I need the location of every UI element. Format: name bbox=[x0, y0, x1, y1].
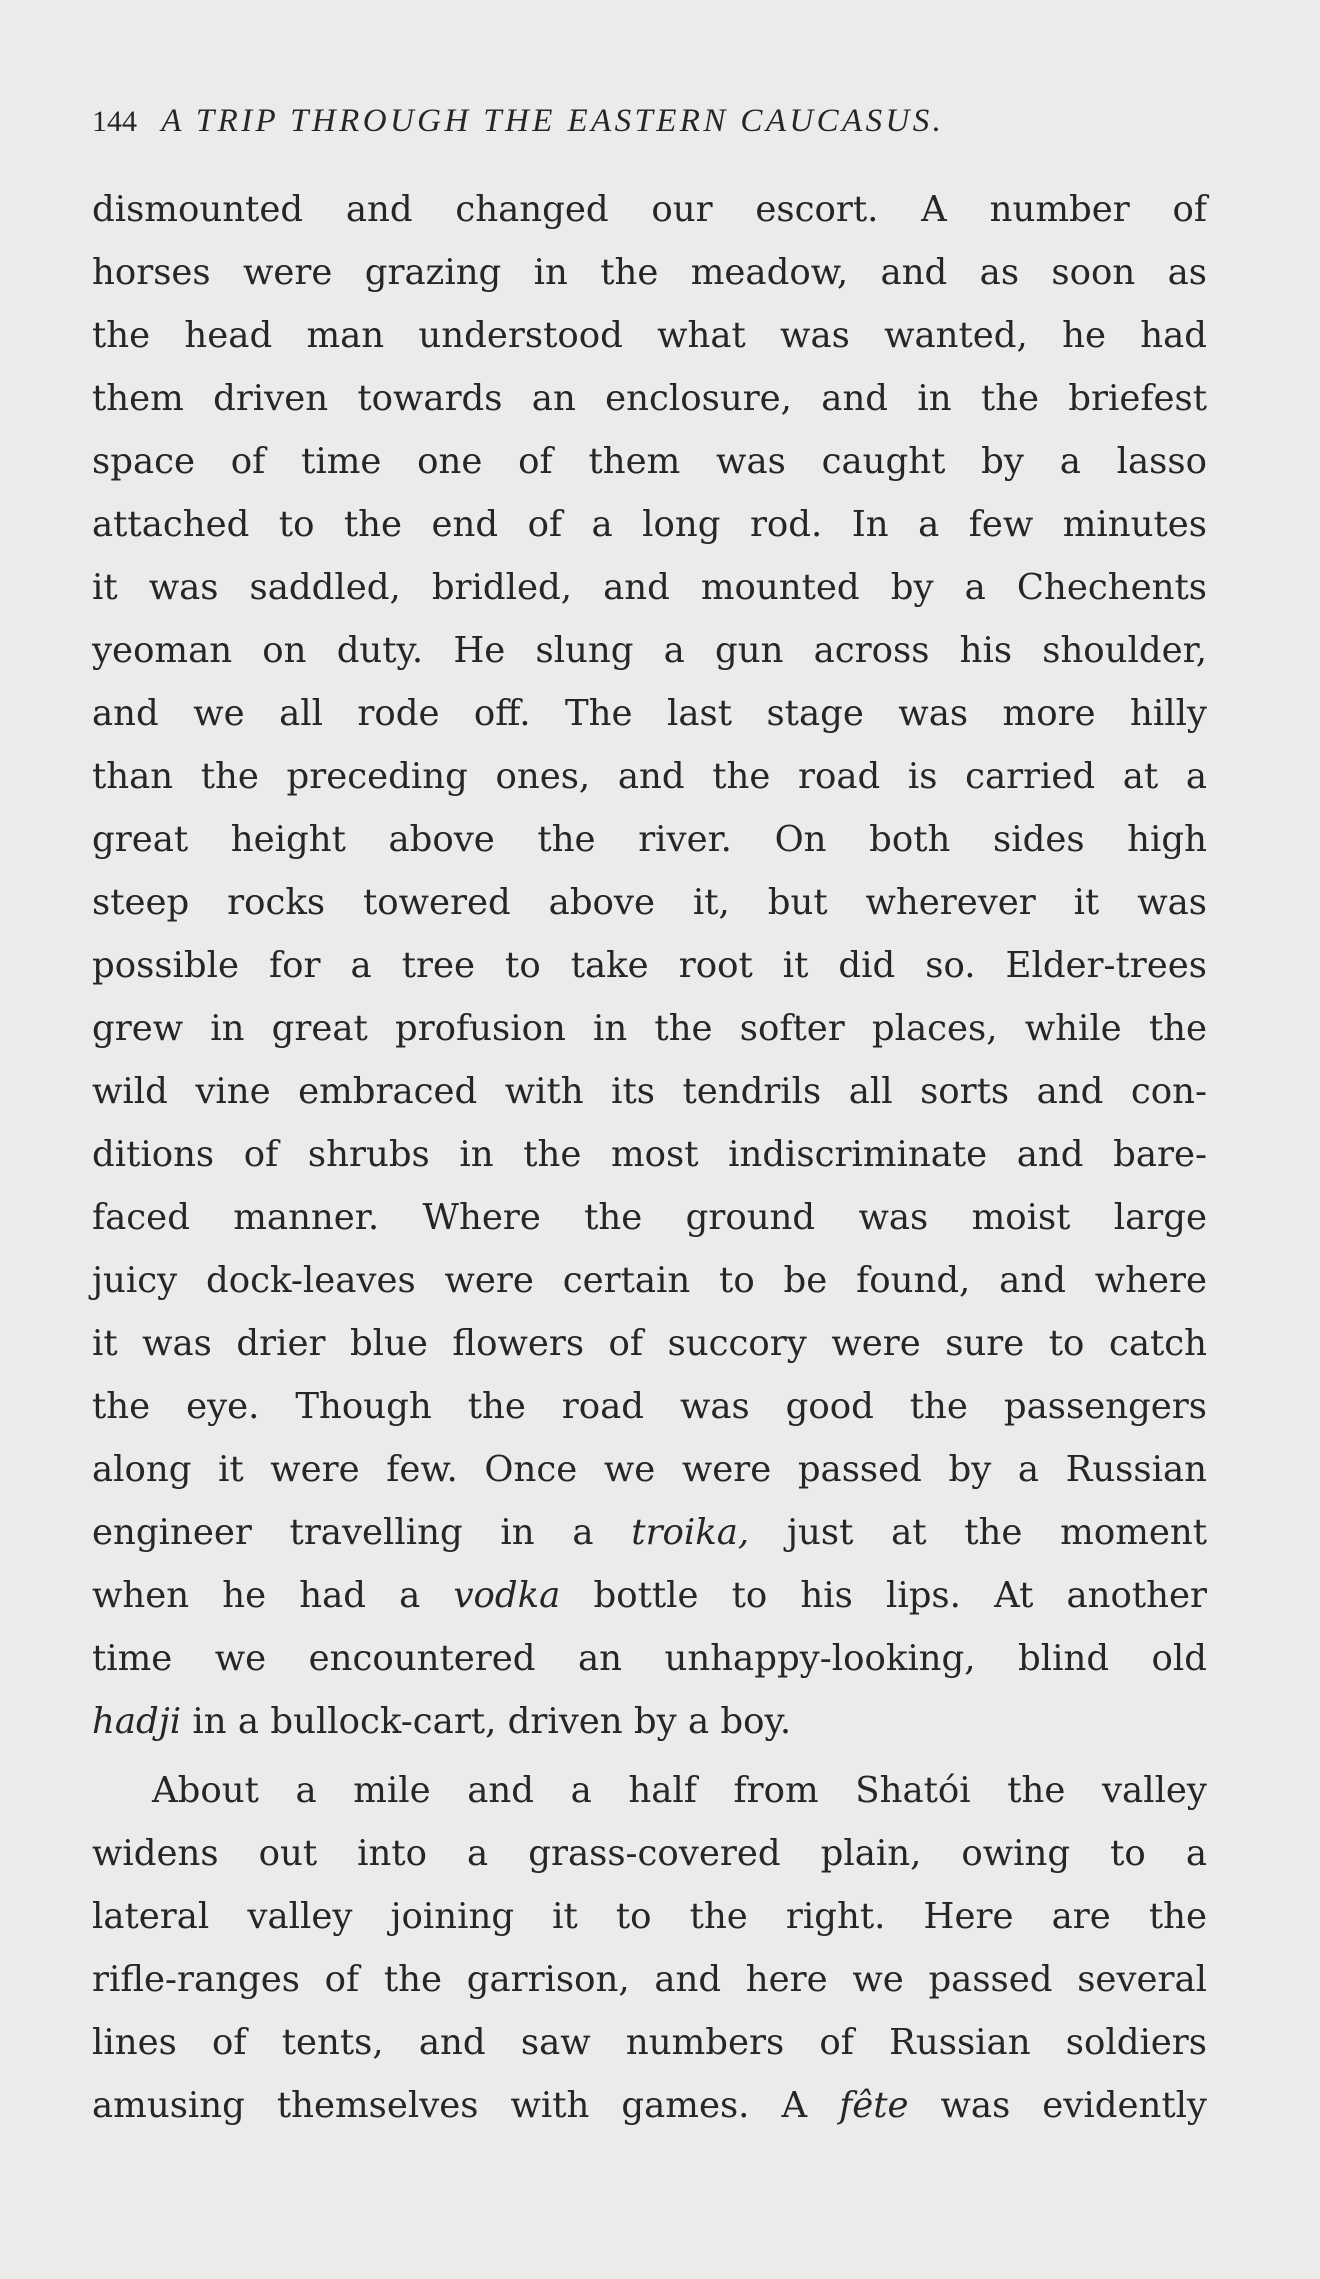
text-line bbox=[92, 1759, 1207, 1822]
text-line bbox=[92, 934, 1207, 997]
text-line bbox=[92, 304, 1207, 367]
text-segment: rifle-ranges of the garrison, and here we passed several bbox=[92, 1959, 1207, 2000]
text-segment: attached to the end of a long rod. In a few minutes bbox=[92, 504, 1207, 545]
text-segment: faced manner. Where the ground was moist large bbox=[92, 1197, 1207, 1238]
text-line bbox=[92, 493, 1207, 556]
text-line bbox=[92, 1438, 1207, 1501]
text-line bbox=[92, 619, 1207, 682]
text-segment: them driven towards an enclosure, and in the briefest bbox=[92, 378, 1207, 419]
text-segment: About a mile and a half from Shatói the valley bbox=[152, 1770, 1207, 1811]
italic-text: hadji bbox=[92, 1701, 182, 1742]
text-line bbox=[92, 1186, 1207, 1249]
text-line bbox=[92, 682, 1207, 745]
text-line bbox=[92, 178, 1207, 241]
text-segment: steep rocks towered above it, but wherever it was bbox=[92, 882, 1207, 923]
text-line bbox=[92, 367, 1207, 430]
body-text bbox=[92, 178, 1207, 2137]
italic-text: troika, bbox=[631, 1512, 750, 1553]
text-segment: yeoman on duty. He slung a gun across his shoulder, bbox=[92, 630, 1207, 671]
text-segment: in a bullock-cart, driven by a boy. bbox=[181, 1701, 792, 1742]
text-line bbox=[92, 1060, 1207, 1123]
text-line bbox=[92, 745, 1207, 808]
text-segment: time we encountered an unhappy-looking, blind old bbox=[92, 1638, 1207, 1679]
text-segment: was evidently bbox=[908, 2085, 1207, 2126]
text-line bbox=[92, 1690, 1207, 1753]
text-line bbox=[92, 430, 1207, 493]
text-segment: just at the moment bbox=[749, 1512, 1207, 1553]
text-line bbox=[92, 1885, 1207, 1948]
page-number: 144 bbox=[92, 105, 137, 138]
italic-text: fête bbox=[839, 2085, 909, 2126]
text-segment: lateral valley joining it to the right. Here are the bbox=[92, 1896, 1207, 1937]
text-line bbox=[92, 808, 1207, 871]
text-line bbox=[92, 1249, 1207, 1312]
text-line bbox=[92, 1501, 1207, 1564]
text-segment: space of time one of them was caught by a lasso bbox=[92, 441, 1207, 482]
text-line bbox=[92, 1312, 1207, 1375]
text-segment: horses were grazing in the meadow, and as soon as bbox=[92, 252, 1207, 293]
running-header bbox=[92, 96, 1207, 146]
text-line bbox=[92, 556, 1207, 619]
text-line bbox=[92, 2074, 1207, 2137]
text-segment: it was saddled, bridled, and mounted by a Chechents bbox=[92, 567, 1207, 608]
text-segment: when he had a bbox=[92, 1575, 454, 1616]
text-segment: juicy dock-leaves were certain to be found, and where bbox=[92, 1260, 1207, 1301]
text-line bbox=[92, 1375, 1207, 1438]
text-segment: grew in great profusion in the softer places, while the bbox=[92, 1008, 1207, 1049]
text-line bbox=[92, 1627, 1207, 1690]
running-title: A TRIP THROUGH THE EASTERN CAUCASUS. bbox=[161, 103, 945, 139]
text-segment: bottle to his lips. At another bbox=[560, 1575, 1207, 1616]
text-segment: and we all rode off. The last stage was more hilly bbox=[92, 693, 1207, 734]
text-line bbox=[92, 1822, 1207, 1885]
text-segment: widens out into a grass-covered plain, owing to a bbox=[92, 1833, 1207, 1874]
text-segment: engineer travelling in a bbox=[92, 1512, 632, 1553]
text-segment: it was drier blue flowers of succory were sure to catch bbox=[92, 1323, 1207, 1364]
text-segment: ditions of shrubs in the most indiscriminate and bare- bbox=[92, 1134, 1207, 1175]
paragraph bbox=[92, 178, 1207, 1753]
text-segment: wild vine embraced with its tendrils all sorts and con- bbox=[92, 1071, 1207, 1112]
text-segment: amusing themselves with games. A bbox=[92, 2085, 840, 2126]
text-segment: possible for a tree to take root it did so. Elder-trees bbox=[92, 945, 1207, 986]
text-line bbox=[92, 1564, 1207, 1627]
text-segment: than the preceding ones, and the road is carried at a bbox=[92, 756, 1207, 797]
text-line bbox=[92, 871, 1207, 934]
text-line bbox=[92, 2011, 1207, 2074]
text-segment: lines of tents, and saw numbers of Russian soldiers bbox=[92, 2022, 1207, 2063]
text-line bbox=[92, 997, 1207, 1060]
text-segment: along it were few. Once we were passed by a Russian bbox=[92, 1449, 1207, 1490]
text-segment: great height above the river. On both sides high bbox=[92, 819, 1207, 860]
italic-text: vodka bbox=[453, 1575, 561, 1616]
text-line bbox=[92, 1123, 1207, 1186]
text-segment: the head man understood what was wanted, he had bbox=[92, 315, 1207, 356]
text-line bbox=[92, 241, 1207, 304]
text-segment: the eye. Though the road was good the passengers bbox=[92, 1386, 1207, 1427]
paragraph bbox=[92, 1759, 1207, 2137]
text-segment: dismounted and changed our escort. A number of bbox=[92, 189, 1207, 230]
text-line bbox=[92, 1948, 1207, 2011]
